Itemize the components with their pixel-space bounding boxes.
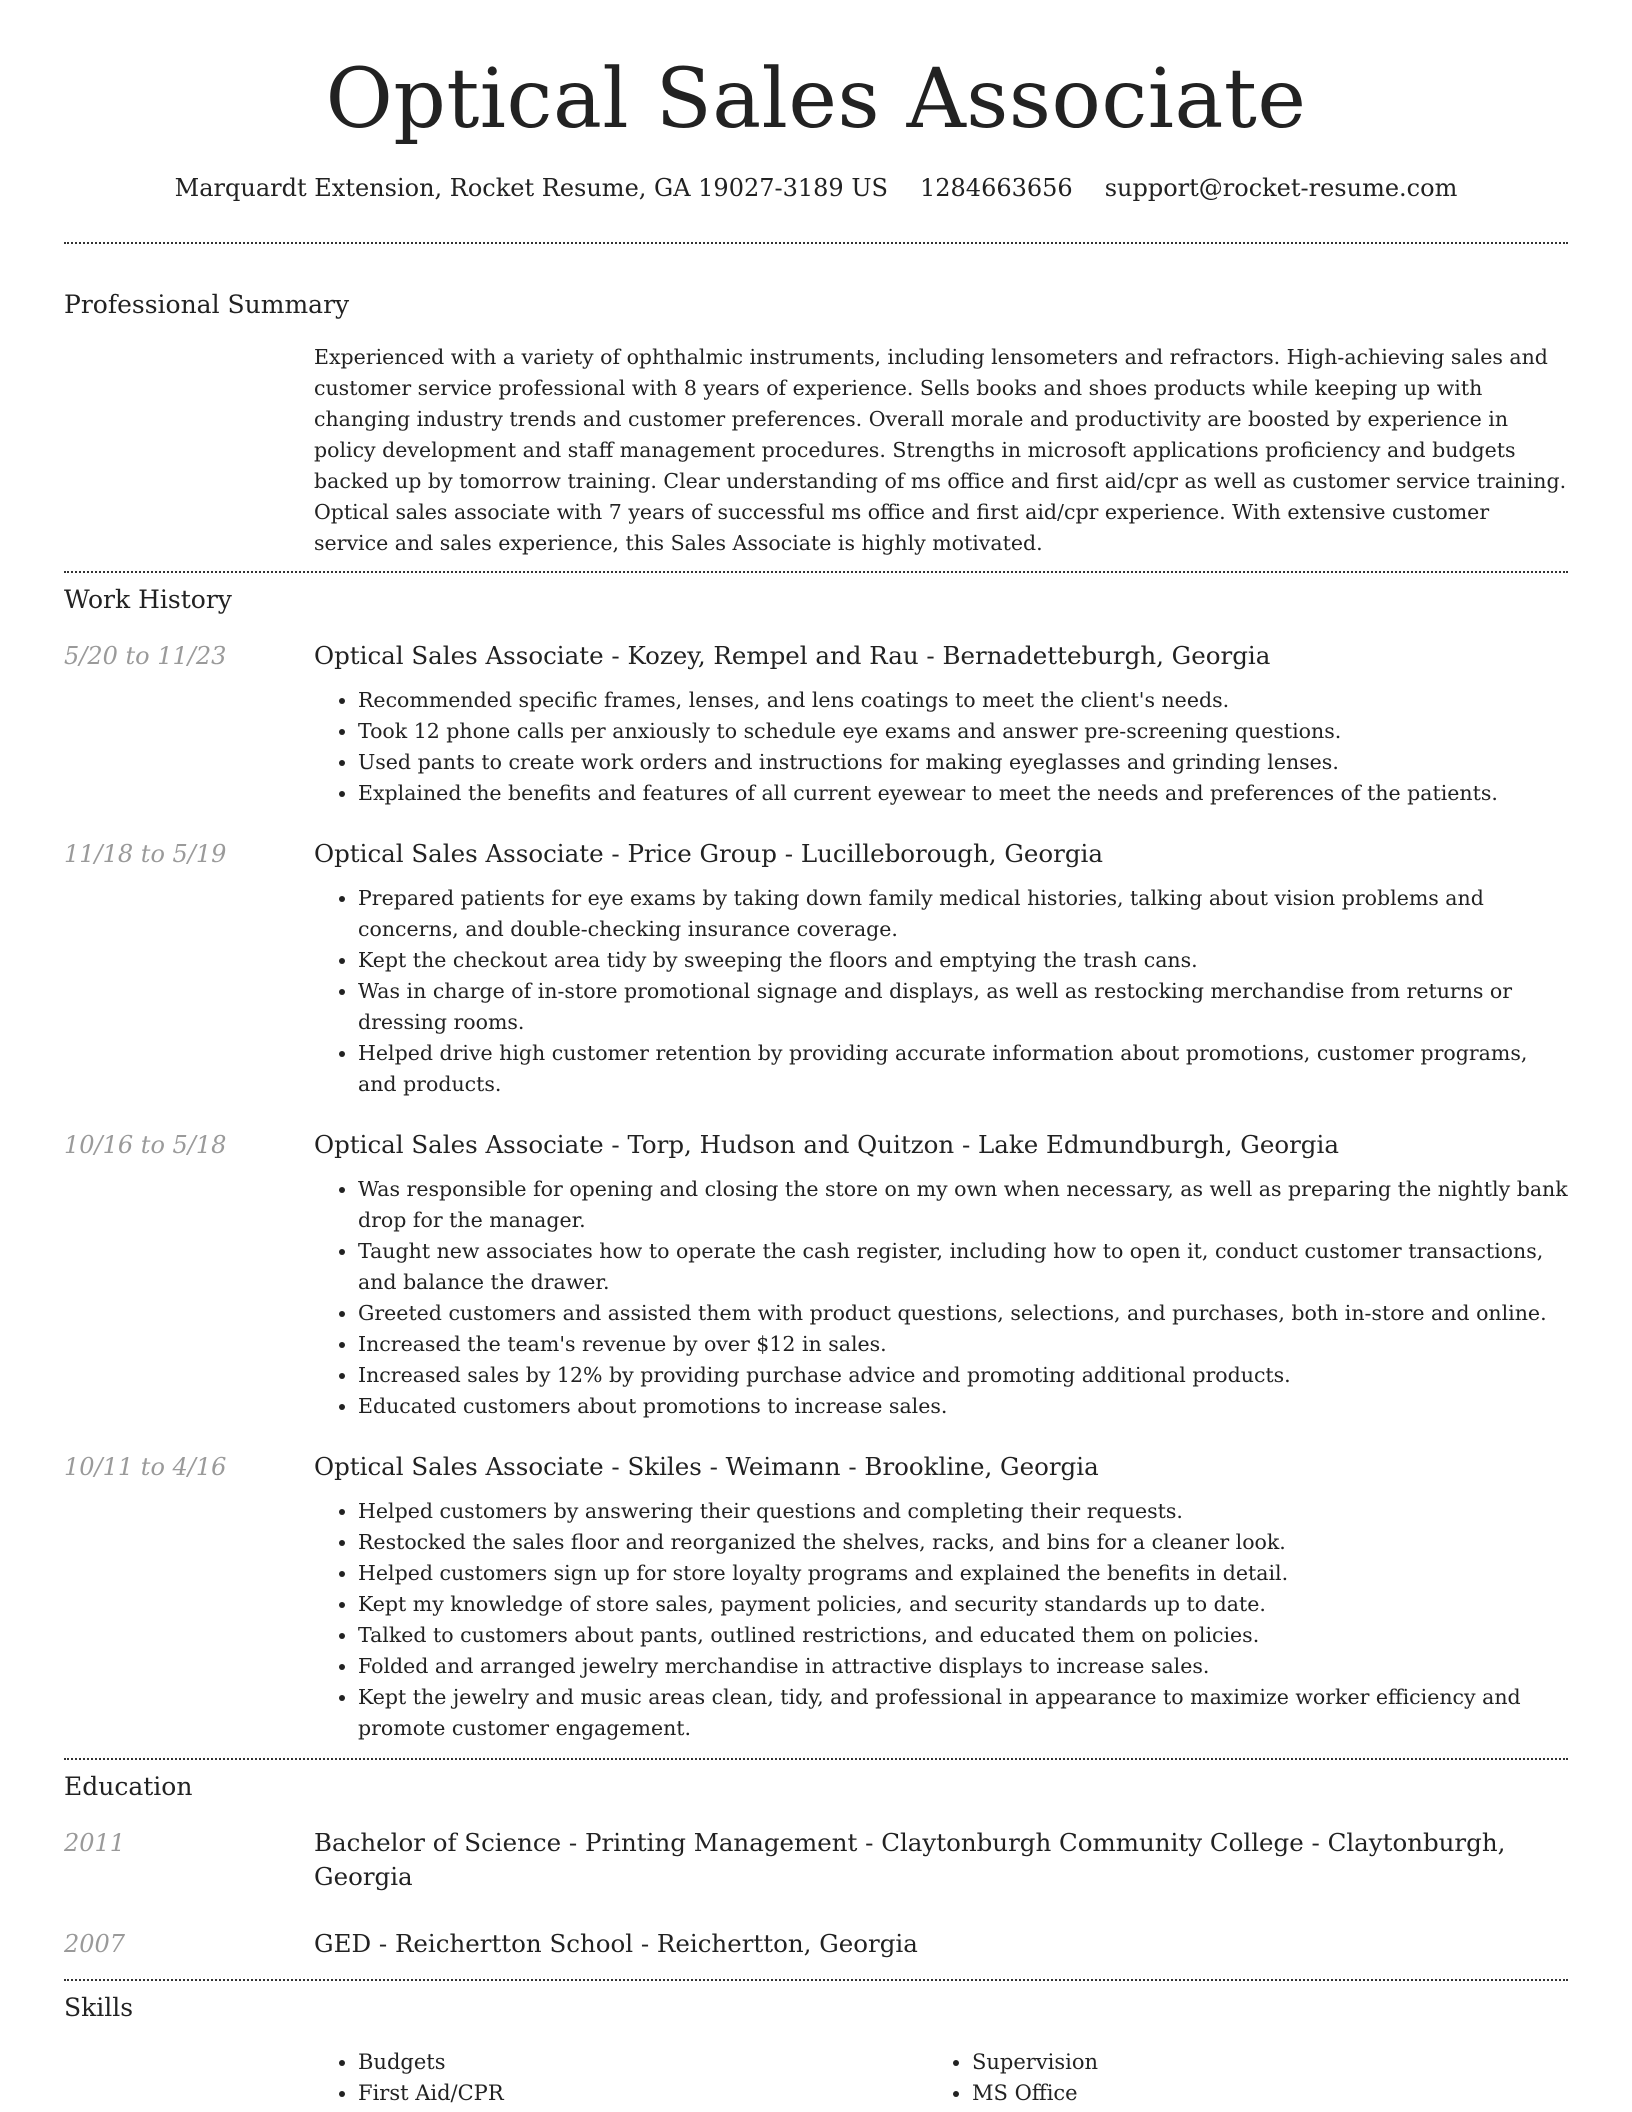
job-dates: 10/16 to 5/18 (64, 1131, 227, 1159)
job-body (314, 1450, 1568, 1744)
job-bullet: • Increased the team's revenue by over $12 in sales. (358, 1329, 1568, 1360)
education-body (314, 1826, 1568, 1894)
summary-heading: Professional Summary (64, 290, 350, 319)
job-bullet: • Prepared patients for eye exams by taking down family medical histories, talking about vision problems and concerns, and double-checking insurance coverage. (358, 883, 1568, 945)
work-heading: Work History (64, 585, 232, 614)
contact-address: Marquardt Extension, Rocket Resume, GA 19027-3189 US (174, 174, 888, 202)
job-bullet: • Educated customers about promotions to increase sales. (358, 1391, 1568, 1422)
divider (64, 242, 1568, 244)
job-bullet: • Was in charge of in-store promotional signage and displays, as well as restocking merchandise from returns or dressing rooms. (358, 976, 1568, 1038)
job-dates: 5/20 to 11/23 (64, 642, 227, 670)
job-title: Optical Sales Associate - Torp, Hudson and Quitzon - Lake Edmundburgh, Georgia (314, 1130, 1339, 1159)
job-bullet: • Helped customers sign up for store loyalty programs and explained the benefits in detail. (358, 1558, 1568, 1589)
job-bullet: • Helped drive high customer retention by providing accurate information about promotions, customer programs, and products. (358, 1038, 1568, 1100)
job-bullet: • Taught new associates how to operate the cash register, including how to open it, conduct customer transactions, and balance the drawer. (358, 1236, 1568, 1298)
job-bullet: • Folded and arranged jewelry merchandise in attractive displays to increase sales. (358, 1651, 1568, 1682)
job-bullets (314, 685, 1568, 809)
job-body (314, 639, 1568, 809)
job-bullet: • Explained the benefits and features of all current eyewear to meet the needs and preferences of the patients. (358, 778, 1568, 809)
job-bullet: • Kept the checkout area tidy by sweeping the floors and emptying the trash cans. (358, 945, 1568, 976)
education-year: 2007 (64, 1930, 126, 1958)
resume-name: Optical Sales Associate (325, 52, 1307, 147)
summary-body (314, 342, 1568, 559)
skills-list-left (314, 2047, 928, 2109)
job-bullet: • Restocked the sales floor and reorganized the shelves, racks, and bins for a cleaner look. (358, 1527, 1568, 1558)
summary-text: Experienced with a variety of ophthalmic instruments, including lensometers and refractors. High-achieving sales and customer service professional with 8 years of experience. Sells books and shoes products while keeping up with changing industry trends and customer preferences. Overall morale and productivity are boosted by experience in policy development and staff management procedures. Strengths in microsoft applications proficiency and budgets backed up by tomorrow training. Clear understanding of ms office and first aid/cpr as well as customer service training. Optical sales associate with 7 years of successful ms office and first aid/cpr experience. With extensive customer service and sales experience, this Sales Associate is highly motivated. (314, 345, 1567, 555)
skills-spacer (64, 2047, 314, 2109)
skills-row (64, 2047, 1568, 2109)
job-title: Optical Sales Associate - Kozey, Rempel and Rau - Bernadetteburgh, Georgia (314, 641, 1271, 670)
job-dates: 10/11 to 4/16 (64, 1453, 227, 1481)
summary-spacer (64, 342, 314, 559)
education-year: 2011 (64, 1829, 126, 1857)
skills-section (64, 1991, 1568, 2109)
divider (64, 1979, 1568, 1981)
job-body (314, 1128, 1568, 1422)
contact-email: support@rocket-resume.com (1104, 174, 1458, 202)
job-entry (64, 639, 1568, 809)
education-entry (64, 1927, 1568, 1961)
job-bullets (314, 1496, 1568, 1744)
divider (64, 571, 1568, 573)
education-heading: Education (64, 1772, 193, 1801)
education-body (314, 1927, 1568, 1961)
education-section (64, 1770, 1568, 1961)
job-bullet: • Kept my knowledge of store sales, payment policies, and security standards up to date. (358, 1589, 1568, 1620)
job-body (314, 837, 1568, 1100)
job-bullet: • Was responsible for opening and closing the store on my own when necessary, as well as preparing the nightly bank drop for the manager. (358, 1174, 1568, 1236)
job-dates: 11/18 to 5/19 (64, 840, 227, 868)
job-title: Optical Sales Associate - Price Group - Lucilleborough, Georgia (314, 839, 1103, 868)
contact-phone: 1284663656 (920, 174, 1073, 202)
skills-lists (314, 2047, 1568, 2109)
job-bullets (314, 883, 1568, 1100)
skill-item: • Supervision (972, 2047, 1542, 2078)
skill-item: • First Aid/CPR (358, 2078, 928, 2109)
divider (64, 1758, 1568, 1760)
job-bullet: • Increased sales by 12% by providing purchase advice and promoting additional products. (358, 1360, 1568, 1391)
job-entry (64, 1450, 1568, 1744)
job-title: Optical Sales Associate - Skiles - Weimann - Brookline, Georgia (314, 1452, 1099, 1481)
summary-row (64, 342, 1568, 559)
job-bullet: • Talked to customers about pants, outlined restrictions, and educated them on policies. (358, 1620, 1568, 1651)
job-bullet: • Recommended specific frames, lenses, and lens coatings to meet the client's needs. (358, 685, 1568, 716)
job-bullets (314, 1174, 1568, 1422)
contact-line (64, 172, 1568, 204)
skill-item: • Budgets (358, 2047, 928, 2078)
job-entry (64, 1128, 1568, 1422)
work-section (64, 583, 1568, 1744)
job-entry (64, 837, 1568, 1100)
skills-list-right (928, 2047, 1542, 2109)
education-title: Bachelor of Science - Printing Management - Claytonburgh Community College - Claytonburgh, Georgia (314, 1828, 1506, 1891)
job-bullet: • Took 12 phone calls per anxiously to schedule eye exams and answer pre-screening questions. (358, 716, 1568, 747)
education-title: GED - Reichertton School - Reichertton, Georgia (314, 1929, 918, 1958)
skills-heading: Skills (64, 1993, 134, 2022)
job-bullet: • Helped customers by answering their questions and completing their requests. (358, 1496, 1568, 1527)
education-entry (64, 1826, 1568, 1894)
skill-item: • MS Office (972, 2078, 1542, 2109)
job-bullet: • Kept the jewelry and music areas clean, tidy, and professional in appearance to maximize worker efficiency and promote customer engagement. (358, 1682, 1568, 1744)
summary-section (64, 288, 1568, 559)
job-bullet: • Used pants to create work orders and instructions for making eyeglasses and grinding lenses. (358, 747, 1568, 778)
job-bullet: • Greeted customers and assisted them with product questions, selections, and purchases, both in-store and online. (358, 1298, 1568, 1329)
